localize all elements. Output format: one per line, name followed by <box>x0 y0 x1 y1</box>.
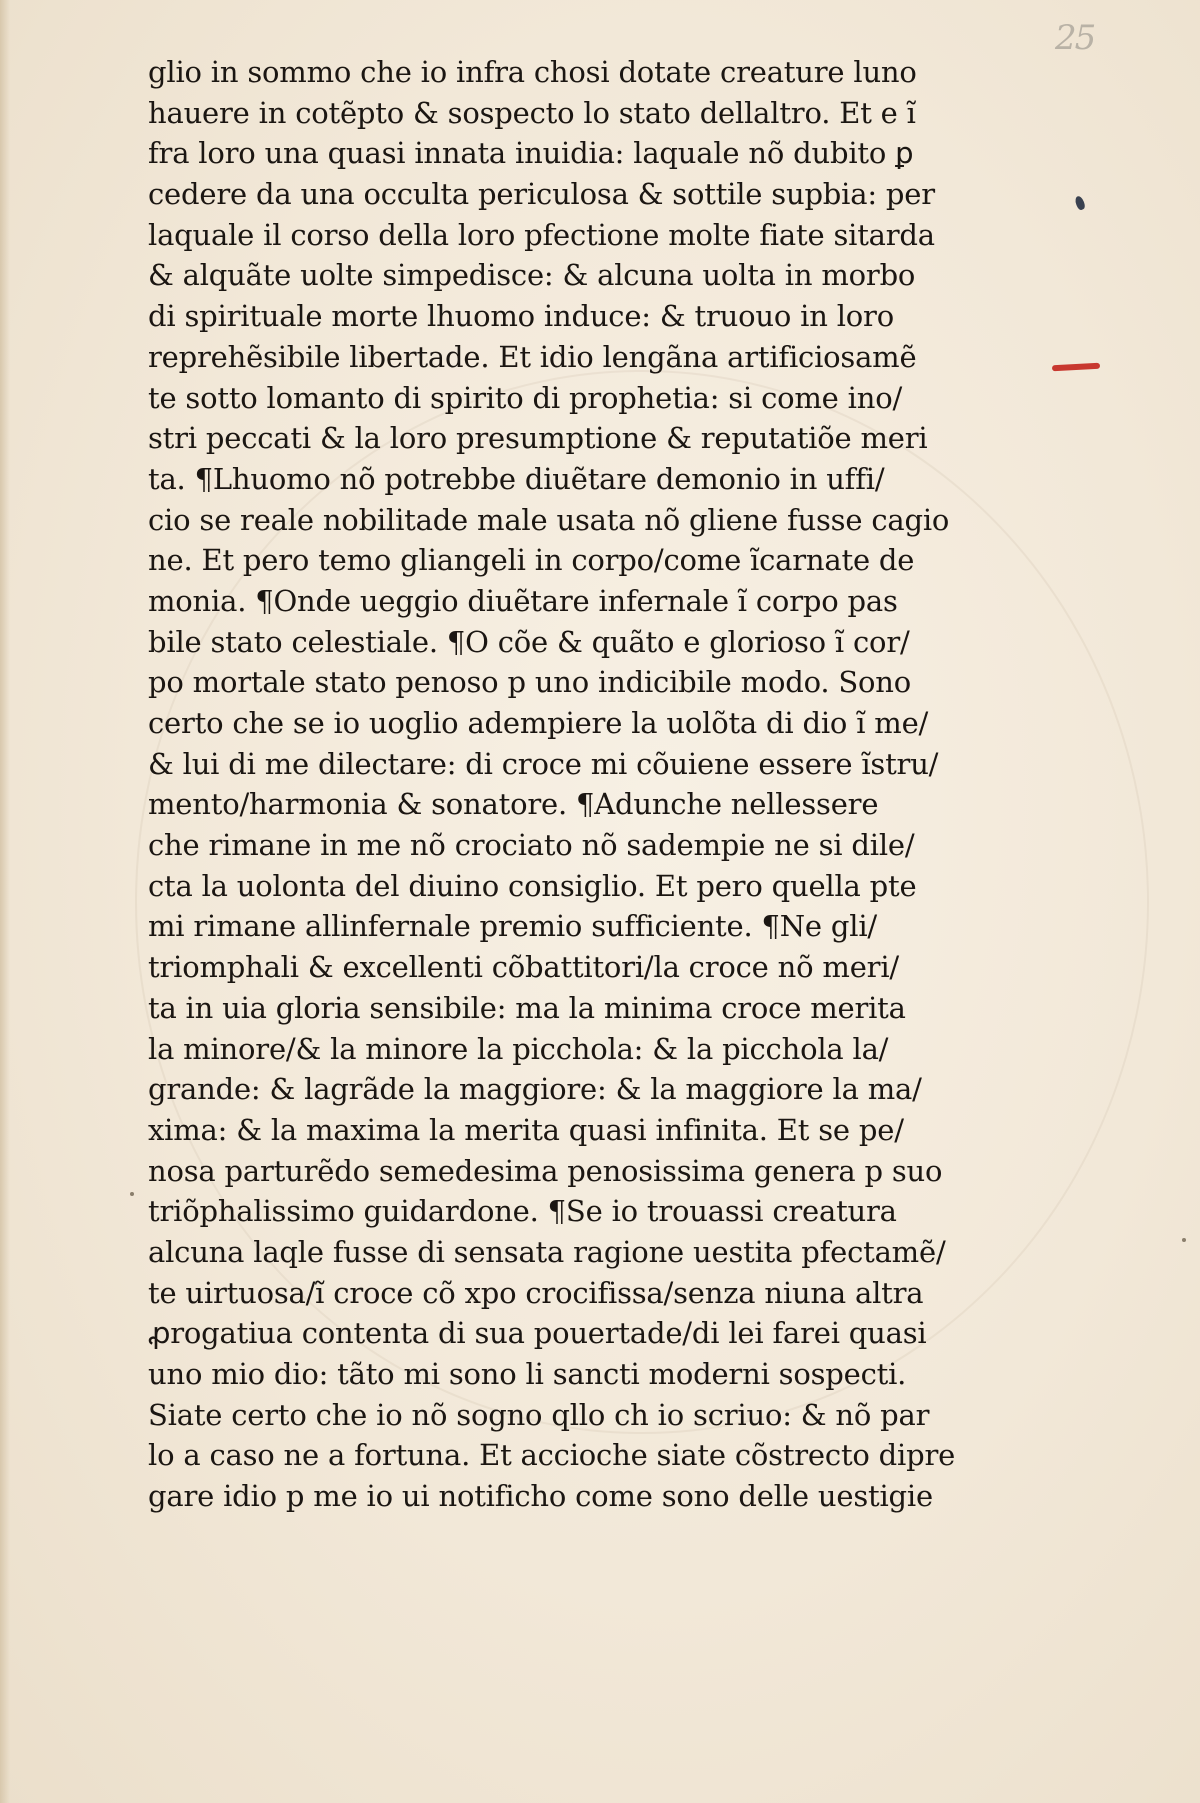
text-line: ne. Et pero temo gliangeli in corpo/come ĩcarnate de <box>148 543 915 578</box>
text-line: & alquãte uolte simpedisce: & alcuna uolta in morbo <box>148 258 916 293</box>
red-margin-mark <box>1052 363 1100 372</box>
text-line: fra loro una quasi innata inuidia: laquale nõ dubito ꝑ <box>148 136 914 171</box>
text-line: bile stato celestiale. ¶O cõe & quãto e glorioso ĩ cor/ <box>148 624 910 659</box>
text-line: cio se reale nobilitade male usata nõ gliene fusse cagio <box>148 502 950 537</box>
text-line: grande: & lagrãde la maggiore: & la maggiore la ma/ <box>148 1072 922 1107</box>
text-line: lo a caso ne a fortuna. Et accioche siate cõstrecto dipre <box>148 1438 956 1473</box>
text-line: che rimane in me nõ crociato nõ sadempie ne si dile/ <box>148 828 915 863</box>
text-line: nosa parturẽdo semedesima penosissima genera p suo <box>148 1153 943 1188</box>
text-line: monia. ¶Onde ueggio diuẽtare infernale ĩ corpo pas <box>148 583 898 618</box>
text-line: cedere da una occulta periculosa & sottile supbia: per <box>148 177 935 212</box>
text-line: gare idio p me io ui notificho come sono delle uestigie <box>148 1479 933 1514</box>
folio-number: 25 <box>1055 18 1095 58</box>
ink-blot-mark <box>1074 195 1086 211</box>
text-line: reprehẽsibile libertade. Et idio lengãna artificiosamẽ <box>148 339 917 374</box>
text-line: ta. ¶Lhuomo nõ potrebbe diuẽtare demonio in uffi/ <box>148 461 885 496</box>
paper-speck <box>1182 1238 1186 1242</box>
text-line: laquale il corso della loro pfectione molte fiate sitarda <box>148 217 935 252</box>
text-line: xima: & la maxima la merita quasi infinita. Et se pe/ <box>148 1112 904 1147</box>
text-line: triõphalissimo guidardone. ¶Se io trouassi creatura <box>148 1194 897 1229</box>
text-line: glio in sommo che io infra chosi dotate creature luno <box>148 55 917 89</box>
text-line: alcuna laqle fusse di sensata ragione uestita pfectamẽ/ <box>148 1234 946 1269</box>
text-line: hauere in cotẽpto & sospecto lo stato dellaltro. Et e ĩ <box>148 95 916 130</box>
paper-speck <box>130 1192 134 1196</box>
text-line: cta la uolonta del diuino consiglio. Et pero quella pte <box>148 868 917 903</box>
text-line: mi rimane allinfernale premio sufficiente. ¶Ne gli/ <box>148 909 877 944</box>
text-line: te uirtuosa/ĩ croce cõ xpo crocifissa/senza niuna altra <box>148 1275 924 1310</box>
printed-text-block <box>148 52 1028 1517</box>
text-line: po mortale stato penoso p uno indicibile modo. Sono <box>148 665 912 700</box>
text-line: di spirituale morte lhuomo induce: & truouo in loro <box>148 299 894 334</box>
text-line: stri peccati & la loro presumptione & reputatiõe meri <box>148 421 928 456</box>
text-line: certo che se io uoglio adempiere la uolõta di dio ĩ me/ <box>148 706 929 740</box>
text-line: triomphali & excellenti cõbattitori/la croce nõ meri/ <box>148 950 899 985</box>
text-line: ꝓrogatiua contenta di sua pouertade/di lei farei quasi <box>148 1316 927 1351</box>
text-line: & lui di me dilectare: di croce mi cõuiene essere ĩstru/ <box>148 746 939 781</box>
page-edge-shadow <box>0 0 10 1803</box>
text-line: la minore/& la minore la picchola: & la picchola la/ <box>148 1031 889 1066</box>
text-line: te sotto lomanto di spirito di prophetia: si come ino/ <box>148 380 903 415</box>
text-line: Siate certo che io nõ sogno qllo ch io scriuo: & nõ par <box>148 1397 930 1432</box>
text-line: mento/harmonia & sonatore. ¶Adunche nellessere <box>148 787 879 822</box>
text-line: uno mio dio: tãto mi sono li sancti moderni sospecti. <box>148 1357 907 1391</box>
text-line: ta in uia gloria sensibile: ma la minima croce merita <box>148 990 906 1025</box>
